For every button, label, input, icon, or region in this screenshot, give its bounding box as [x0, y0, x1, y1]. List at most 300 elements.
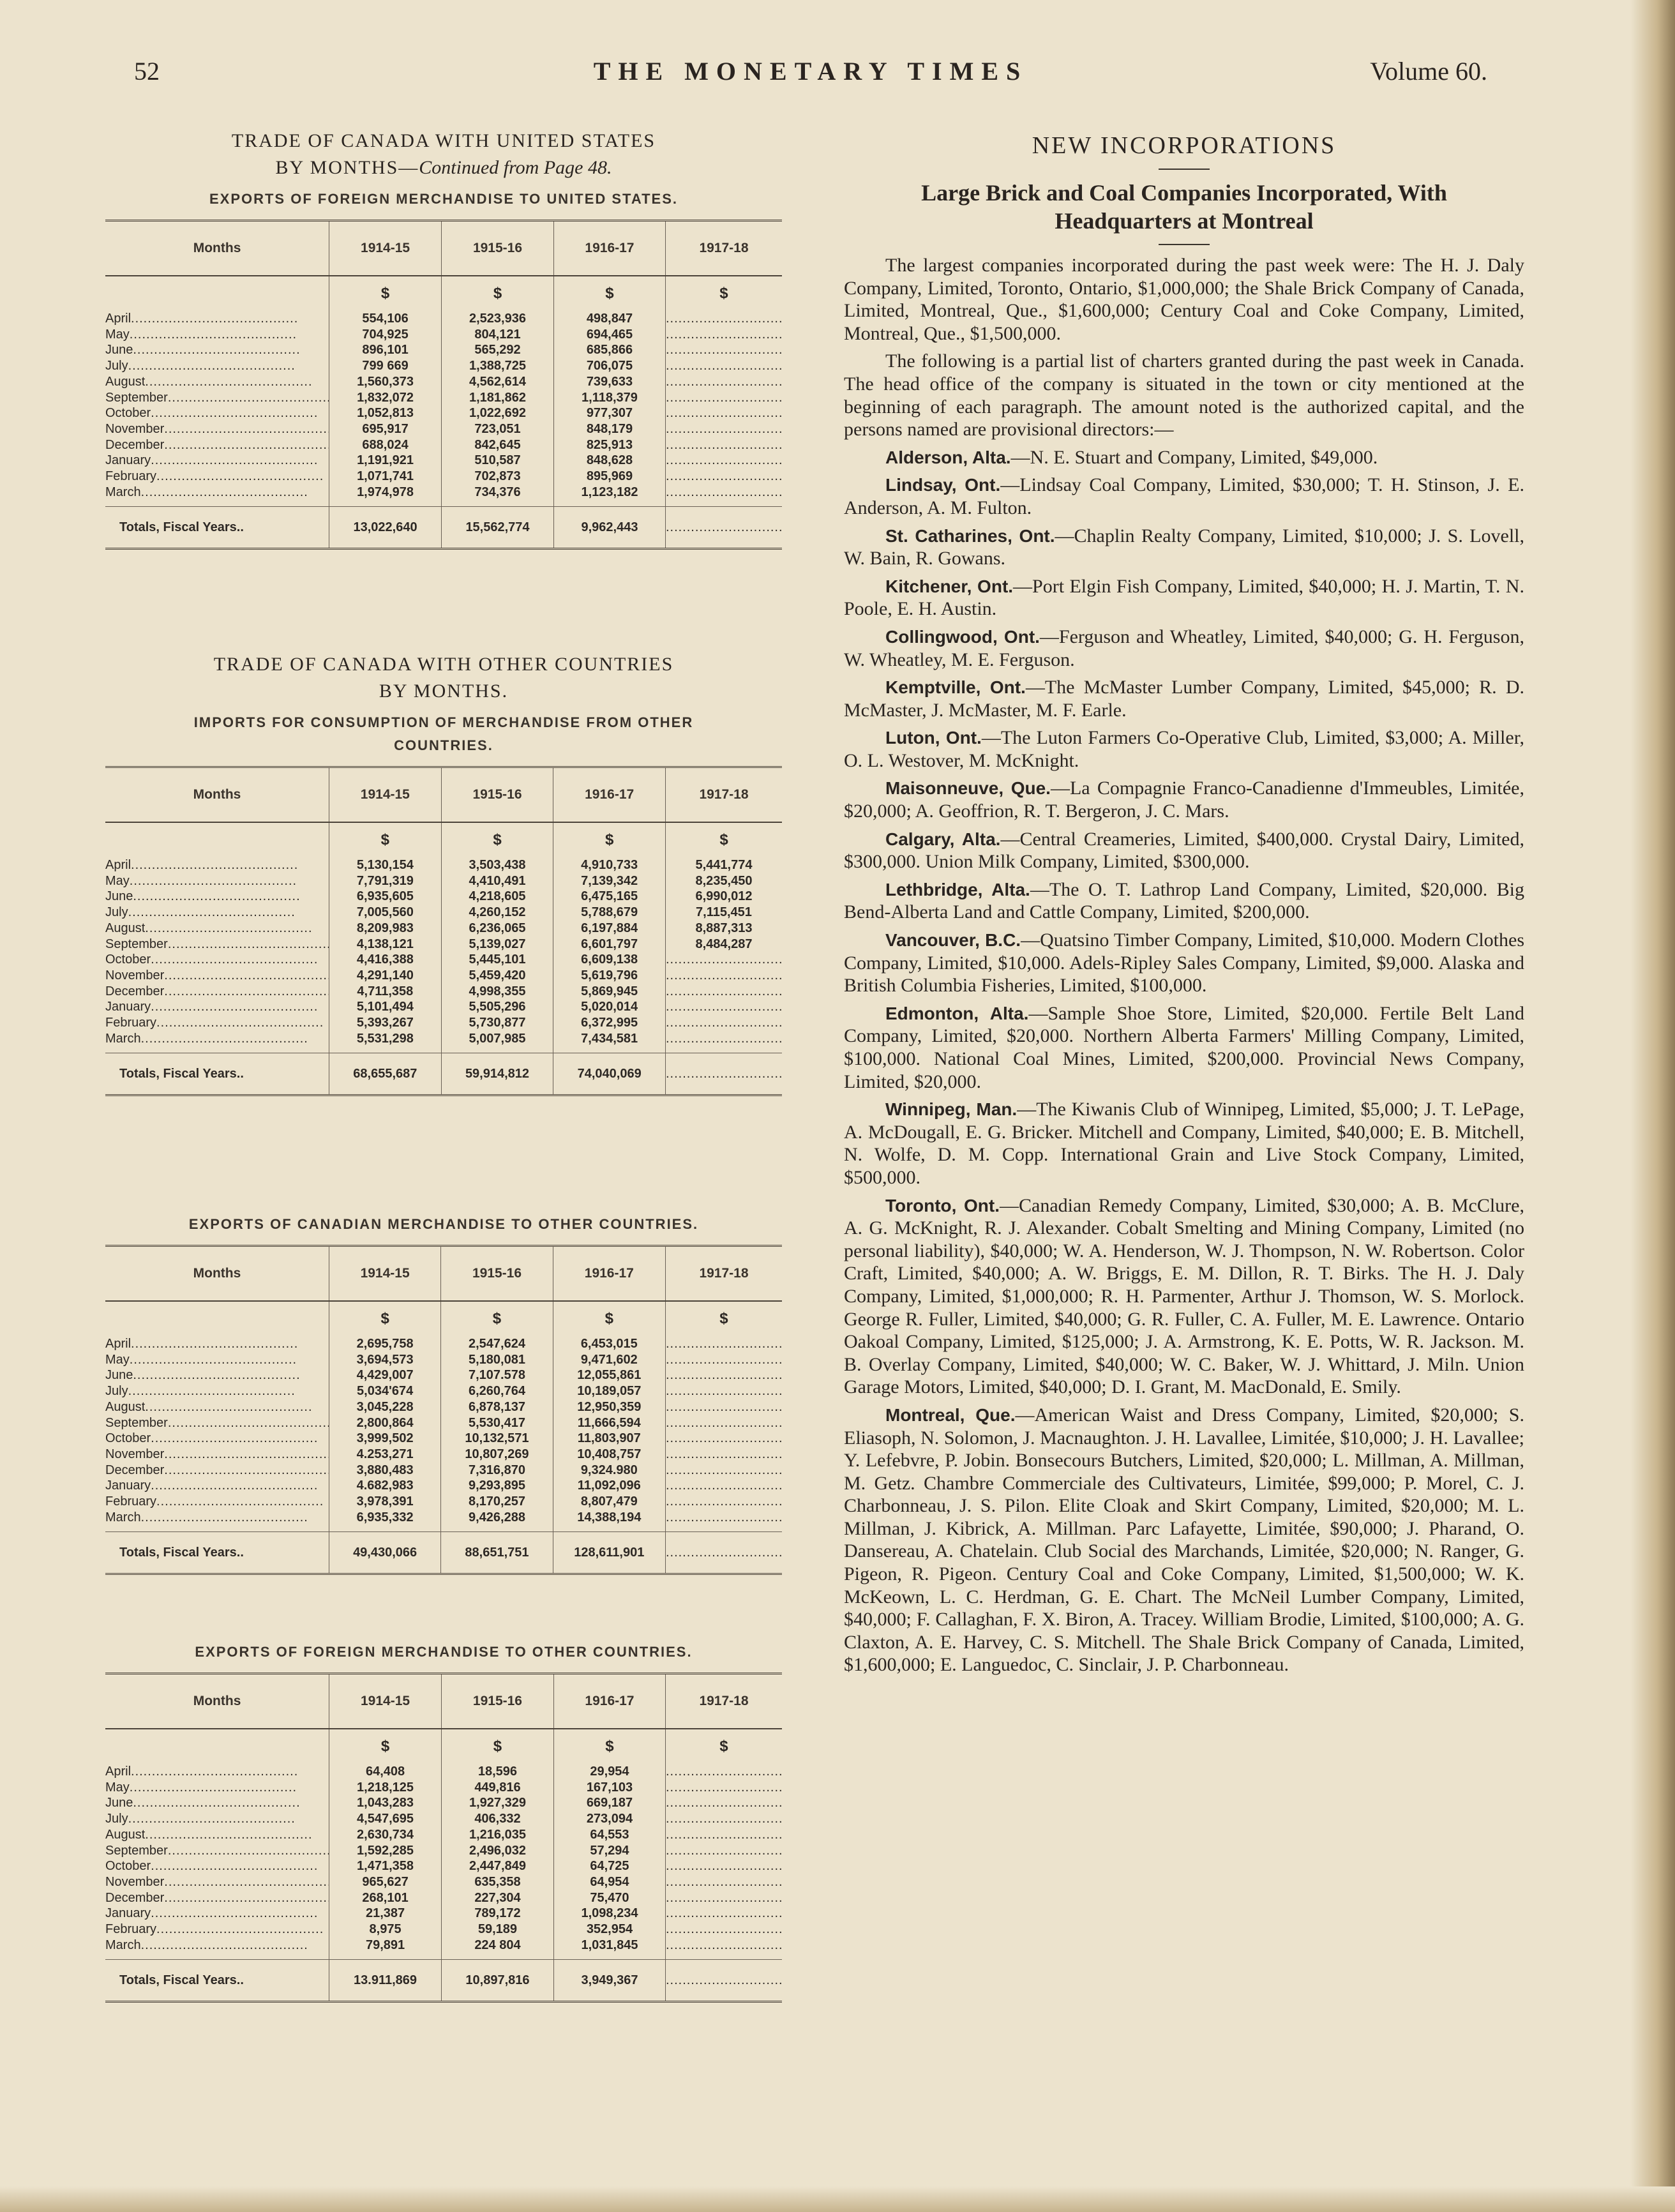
spacer-row — [105, 1525, 782, 1532]
table-caption: EXPORTS OF CANADIAN MERCHANDISE TO OTHER COUNTRIES. — [188, 1216, 699, 1232]
month-text: June — [105, 1796, 133, 1810]
value-cell: 7,316,870 — [441, 1463, 553, 1478]
spacer-cell — [442, 500, 554, 507]
spacer-cell — [441, 1046, 553, 1053]
entry-text: —The McMaster Lumber Company, Limited, $45,000; R. D. McMaster, J. McMaster, M. F. Earle. — [844, 677, 1524, 721]
month-text: September — [105, 1415, 168, 1430]
value-cell: 4,138,121 — [329, 937, 442, 952]
table-row — [105, 311, 782, 327]
value-cell: 11,092,096 — [553, 1478, 665, 1494]
table-exports-foreign-us — [105, 220, 782, 550]
intro-paragraph: The largest companies incorporated during the past week were: The H. J. Daly Company, Limited, Toronto, Ontario, $1,000,000; the Shale Brick Company of Canada, Limited, Montreal, Que., $1,600,000; Century Coal and Coke Company, Limited, Montreal, Que., $1,500,000. — [844, 255, 1524, 344]
entry-text: —Lindsay Coal Company, Limited, $30,000; T. H. Stinson, J. E. Anderson, A. M. Fulton. — [844, 474, 1525, 518]
column-header: 1916-17 — [553, 1246, 665, 1302]
value-cell: 1,832,072 — [329, 390, 442, 406]
entry-text: —The Kiwanis Club of Winnipeg, Limited, $5,000; J. T. LePage, A. McDougall, E. G. Bricker. Mitchell and Company, Limited, $40,000; E. B. Mitchell, N. Wolfe, D. M. Copp. International Grain and Live Stock Company, Limited, $500,000. — [844, 1099, 1524, 1188]
table-row — [105, 437, 782, 453]
currency-symbol: $ — [553, 276, 665, 311]
spacer-cell — [665, 500, 782, 507]
column-header: Months — [105, 767, 329, 823]
month-text: November — [105, 1447, 165, 1461]
value-cell: 1,123,182 — [553, 485, 665, 500]
month-text: March — [105, 1510, 141, 1524]
column-header: 1915-16 — [442, 221, 554, 276]
column-header: 1917-18 — [665, 767, 782, 823]
value-cell: 10,408,757 — [553, 1447, 665, 1463]
month-label — [105, 469, 329, 485]
value-cell — [665, 1795, 782, 1811]
table-row — [105, 469, 782, 485]
charter-entry — [844, 777, 1524, 822]
value-cell — [665, 1031, 782, 1047]
month-text: December — [105, 1890, 165, 1905]
currency-symbol: $ — [665, 276, 782, 311]
table-row — [105, 921, 782, 937]
value-cell: 1,191,921 — [329, 453, 442, 469]
month-text: January — [105, 1478, 151, 1493]
currency-symbol: $ — [441, 1729, 553, 1764]
value-cell: 7,005,560 — [329, 905, 442, 921]
volume-label: Volume 60. — [1370, 57, 1487, 86]
value-cell: 64,725 — [553, 1858, 665, 1874]
total-value — [665, 507, 782, 549]
value-cell: 3,503,438 — [441, 857, 553, 873]
month-label — [105, 1811, 329, 1827]
table-caption: IMPORTS FOR CONSUMPTION OF MERCHANDISE FROM OTHER COUNTRIES. — [193, 714, 694, 753]
totals-row — [105, 507, 782, 549]
value-cell: 6,475,165 — [553, 889, 666, 905]
table-row — [105, 873, 782, 889]
value-cell: 6,601,797 — [553, 937, 666, 952]
column-header: 1916-17 — [553, 767, 666, 823]
value-cell: 64,408 — [329, 1764, 442, 1780]
value-cell — [665, 1890, 782, 1906]
table-row — [105, 1415, 782, 1431]
value-cell — [665, 1399, 782, 1415]
value-cell: 510,587 — [442, 453, 554, 469]
month-label — [105, 1031, 329, 1047]
month-label — [105, 1890, 329, 1906]
value-cell: 6,453,015 — [553, 1336, 665, 1352]
currency-row — [105, 822, 782, 857]
value-cell: 789,172 — [441, 1906, 553, 1922]
value-cell: 2,800,864 — [329, 1415, 440, 1431]
value-cell: 5,730,877 — [441, 1015, 553, 1031]
value-cell: 10,807,269 — [441, 1447, 553, 1463]
value-cell — [665, 469, 782, 485]
value-cell: 5,531,298 — [329, 1031, 442, 1047]
value-cell — [665, 1383, 782, 1399]
value-cell: 4,998,355 — [441, 984, 553, 1000]
value-cell: 848,179 — [553, 421, 665, 437]
value-cell: 694,465 — [553, 327, 665, 343]
totals-label: Totals, Fiscal Years.. — [105, 1960, 329, 2002]
month-label — [105, 937, 329, 952]
page-edge-shadow — [1630, 0, 1675, 2212]
value-cell: 5,869,945 — [553, 984, 666, 1000]
month-label — [105, 1937, 329, 1953]
spacer-cell — [329, 1953, 442, 1960]
month-text: January — [105, 1000, 151, 1014]
entry-location: Kemptville, Ont. — [885, 677, 1026, 698]
charter-entry — [844, 726, 1524, 772]
value-cell: 965,627 — [329, 1874, 442, 1890]
value-cell — [665, 1874, 782, 1890]
value-cell: 3,999,502 — [329, 1431, 440, 1447]
month-label — [105, 1780, 329, 1796]
value-cell: 5,530,417 — [441, 1415, 553, 1431]
totals-label: Totals, Fiscal Years.. — [105, 1532, 329, 1574]
month-text: February — [105, 1922, 157, 1937]
column-header: 1914-15 — [329, 1246, 440, 1302]
charter-entry — [844, 575, 1524, 621]
spacer-cell — [105, 1953, 329, 1960]
value-cell: 227,304 — [441, 1890, 553, 1906]
article-title: NEW INCORPORATIONS — [1032, 132, 1337, 159]
value-cell: 4.682,983 — [329, 1478, 440, 1494]
value-cell: 8,807,479 — [553, 1494, 665, 1510]
month-label — [105, 1795, 329, 1811]
month-label — [105, 1874, 329, 1890]
currency-symbol: $ — [329, 1729, 442, 1764]
value-cell: 2,523,936 — [442, 311, 554, 327]
spacer-row — [105, 1046, 782, 1053]
currency-row — [105, 1729, 782, 1764]
total-value: 13.911,869 — [329, 1960, 442, 2002]
value-cell: 268,101 — [329, 1890, 442, 1906]
month-label — [105, 1399, 329, 1415]
month-text: August — [105, 374, 146, 389]
value-cell — [665, 421, 782, 437]
month-label — [105, 485, 329, 500]
entry-text: —The Luton Farmers Co-Operative Club, Limited, $3,000; A. Miller, O. L. Westover, M. McKnight. — [844, 727, 1524, 771]
value-cell: 5,180,081 — [441, 1352, 553, 1368]
month-label — [105, 1015, 329, 1031]
value-cell: 848,628 — [553, 453, 665, 469]
value-cell — [665, 1827, 782, 1843]
total-value: 128,611,901 — [553, 1532, 665, 1574]
value-cell: 1,974,978 — [329, 485, 442, 500]
currency-symbol — [105, 1729, 329, 1764]
value-cell: 10,132,571 — [441, 1431, 553, 1447]
value-cell: 9,324.980 — [553, 1463, 665, 1478]
month-label — [105, 421, 329, 437]
value-cell: 5,441,774 — [665, 857, 782, 873]
value-cell — [665, 1906, 782, 1922]
table-row — [105, 1795, 782, 1811]
value-cell: 21,387 — [329, 1906, 442, 1922]
charter-entry — [844, 828, 1524, 873]
value-cell: 4.253,271 — [329, 1447, 440, 1463]
column-header: 1915-16 — [441, 767, 553, 823]
value-cell: 4,562,614 — [442, 374, 554, 390]
spacer-cell — [665, 1525, 782, 1532]
month-text: July — [105, 905, 128, 920]
page-header — [134, 56, 1487, 94]
value-cell: 895,969 — [553, 469, 665, 485]
value-cell: 5,101,494 — [329, 999, 442, 1015]
value-cell: 2,496,032 — [441, 1843, 553, 1859]
currency-symbol: $ — [442, 276, 554, 311]
value-cell: 8,235,450 — [665, 873, 782, 889]
charter-entry — [844, 929, 1524, 997]
value-cell — [665, 405, 782, 421]
value-cell — [665, 342, 782, 358]
value-cell: 6,609,138 — [553, 952, 666, 968]
value-cell: 7,107.578 — [441, 1367, 553, 1383]
value-cell: 10,189,057 — [553, 1383, 665, 1399]
currency-symbol: $ — [441, 1301, 553, 1336]
value-cell: 7,434,581 — [553, 1031, 666, 1047]
total-value: 59,914,812 — [441, 1053, 553, 1095]
charter-entry — [844, 1002, 1524, 1093]
section-title: TRADE OF CANADA WITH UNITED STATES BY MONTHS—Continued from Page 48. — [231, 130, 656, 178]
value-cell: 4,410,491 — [441, 873, 553, 889]
month-label — [105, 968, 329, 984]
value-cell: 2,695,758 — [329, 1336, 440, 1352]
month-text: September — [105, 390, 168, 405]
table-row — [105, 952, 782, 968]
table-row — [105, 1383, 782, 1399]
month-label — [105, 857, 329, 873]
value-cell: 1,022,692 — [442, 405, 554, 421]
month-text: December — [105, 984, 165, 998]
value-cell: 14,388,194 — [553, 1510, 665, 1526]
month-text: January — [105, 1906, 151, 1921]
table-row — [105, 937, 782, 952]
entry-location: Kitchener, Ont. — [885, 576, 1014, 596]
month-text: June — [105, 889, 133, 904]
charter-entry — [844, 626, 1524, 671]
section-exports-foreign-other — [105, 1634, 782, 2003]
month-label — [105, 1431, 329, 1447]
currency-symbol — [105, 1301, 329, 1336]
charter-entry — [844, 1194, 1524, 1399]
value-cell: 825,913 — [553, 437, 665, 453]
month-label — [105, 1510, 329, 1526]
month-label — [105, 1415, 329, 1431]
value-cell: 29,954 — [553, 1764, 665, 1780]
table-imports-other — [105, 766, 782, 1096]
total-value — [665, 1532, 782, 1574]
column-header: 1914-15 — [329, 1674, 442, 1729]
value-cell — [665, 1015, 782, 1031]
table-row — [105, 374, 782, 390]
table-row — [105, 1352, 782, 1368]
month-text: May — [105, 1352, 130, 1367]
spacer-cell — [553, 1525, 665, 1532]
value-cell: 1,216,035 — [441, 1827, 553, 1843]
value-cell: 273,094 — [553, 1811, 665, 1827]
entry-text: —Central Creameries, Limited, $400,000. Crystal Dairy, Limited, $300,000. Union Milk Company, Limited, $300,000. — [844, 828, 1524, 873]
table-caption: EXPORTS OF FOREIGN MERCHANDISE TO OTHER COUNTRIES. — [195, 1644, 693, 1660]
spacer-cell — [441, 1953, 553, 1960]
month-text: May — [105, 1780, 130, 1794]
total-value: 13,022,640 — [329, 507, 442, 549]
table-row — [105, 1874, 782, 1890]
currency-symbol: $ — [665, 1301, 782, 1336]
currency-symbol: $ — [553, 1301, 665, 1336]
table-row — [105, 1827, 782, 1843]
value-cell: 1,052,813 — [329, 405, 442, 421]
value-cell: 64,954 — [553, 1874, 665, 1890]
value-cell: 8,170,257 — [441, 1494, 553, 1510]
month-text: October — [105, 952, 151, 967]
table-row — [105, 1463, 782, 1478]
month-text: March — [105, 1031, 141, 1046]
value-cell: 4,291,140 — [329, 968, 442, 984]
total-value: 88,651,751 — [441, 1532, 553, 1574]
value-cell: 6,990,012 — [665, 889, 782, 905]
month-label — [105, 1367, 329, 1383]
currency-symbol: $ — [665, 1729, 782, 1764]
table-row — [105, 1906, 782, 1922]
totals-row — [105, 1960, 782, 2002]
month-label — [105, 1858, 329, 1874]
table-row — [105, 327, 782, 343]
value-cell: 7,791,319 — [329, 873, 442, 889]
value-cell: 4,547,695 — [329, 1811, 442, 1827]
currency-symbol — [105, 276, 329, 311]
table-row — [105, 1399, 782, 1415]
value-cell — [665, 1811, 782, 1827]
value-cell: 1,118,379 — [553, 390, 665, 406]
value-cell: 734,376 — [442, 485, 554, 500]
value-cell — [665, 1922, 782, 1937]
month-text: May — [105, 873, 130, 888]
value-cell: 799 669 — [329, 358, 442, 374]
column-header: 1916-17 — [553, 1674, 665, 1729]
value-cell — [665, 327, 782, 343]
totals-row — [105, 1532, 782, 1574]
entry-location: Lethbridge, Alta. — [885, 879, 1030, 899]
value-cell: 9,471,602 — [553, 1352, 665, 1368]
table-row — [105, 999, 782, 1015]
value-cell: 59,189 — [441, 1922, 553, 1937]
month-text: February — [105, 1016, 157, 1030]
month-label — [105, 1463, 329, 1478]
total-value: 74,040,069 — [553, 1053, 666, 1095]
month-text: September — [105, 937, 168, 951]
value-cell: 352,954 — [553, 1922, 665, 1937]
month-label — [105, 1336, 329, 1352]
table-caption: EXPORTS OF FOREIGN MERCHANDISE TO UNITED STATES. — [209, 191, 679, 207]
value-cell — [665, 453, 782, 469]
month-label — [105, 1922, 329, 1937]
table-row — [105, 1764, 782, 1780]
table-row — [105, 405, 782, 421]
value-cell: 4,218,605 — [441, 889, 553, 905]
entry-text: —The O. T. Lathrop Land Company, Limited, $20,000. Big Bend-Alberta Land and Cattle Company, Limited, $200,000. — [844, 878, 1525, 923]
column-header: 1917-18 — [665, 1246, 782, 1302]
spacer-row — [105, 500, 782, 507]
total-value: 10,897,816 — [441, 1960, 553, 2002]
header-row — [105, 1246, 782, 1302]
charter-entries — [844, 446, 1524, 1676]
month-text: December — [105, 437, 165, 452]
value-cell: 5,619,796 — [553, 968, 666, 984]
value-cell: 554,106 — [329, 311, 442, 327]
month-text: November — [105, 421, 165, 436]
value-cell: 11,803,907 — [553, 1431, 665, 1447]
month-label — [105, 1906, 329, 1922]
spacer-cell — [329, 500, 442, 507]
charter-entry — [844, 474, 1524, 519]
month-text: March — [105, 1937, 141, 1952]
value-cell: 5,788,679 — [553, 905, 666, 921]
month-text: October — [105, 1859, 151, 1874]
charter-entry — [844, 878, 1524, 924]
section-title: TRADE OF CANADA WITH OTHER COUNTRIES BY MONTHS. — [213, 654, 674, 702]
value-cell: 8,484,287 — [665, 937, 782, 952]
spacer-cell — [105, 1525, 329, 1532]
entry-location: Calgary, Alta. — [885, 829, 1001, 849]
entry-text: —Quatsino Timber Company, Limited, $10,000. Modern Clothes Company, Limited, $10,000. Adels-Ripley Sales Company, Limited, $9,000. Alaska and British Columbia Fisheries, Limited, $100,000. — [844, 929, 1525, 997]
month-label — [105, 1494, 329, 1510]
value-cell: 5,139,027 — [441, 937, 553, 952]
month-text: July — [105, 1384, 128, 1399]
totals-label: Totals, Fiscal Years.. — [105, 1053, 329, 1095]
value-cell: 723,051 — [442, 421, 554, 437]
value-cell: 5,393,267 — [329, 1015, 442, 1031]
total-value: 9,962,443 — [553, 507, 665, 549]
total-value: 68,655,687 — [329, 1053, 442, 1095]
table-row — [105, 1937, 782, 1953]
value-cell: 5,130,154 — [329, 857, 442, 873]
table-row — [105, 1780, 782, 1796]
month-text: February — [105, 1494, 157, 1509]
table-row — [105, 905, 782, 921]
entry-text: —Sample Shoe Store, Limited, $20,000. Fertile Belt Land Company, Limited, $20,000. Northern Alberta Farmers' Milling Company, Limited, $100,000. National Coal Mines, Limited, $200,000. Provincial News Company, Limited, $20,000. — [844, 1002, 1525, 1092]
value-cell — [665, 968, 782, 984]
month-label — [105, 1843, 329, 1859]
column-header: 1915-16 — [441, 1674, 553, 1729]
table-row — [105, 857, 782, 873]
value-cell — [665, 374, 782, 390]
page-bottom-shadow — [0, 2186, 1675, 2212]
value-cell: 1,560,373 — [329, 374, 442, 390]
currency-symbol — [105, 822, 329, 857]
entry-location: Edmonton, Alta. — [885, 1003, 1029, 1023]
value-cell: 167,103 — [553, 1780, 665, 1796]
value-cell: 702,873 — [442, 469, 554, 485]
entry-text: —N. E. Stuart and Company, Limited, $49,000. — [1010, 446, 1378, 468]
value-cell: 3,694,573 — [329, 1352, 440, 1368]
table-row — [105, 1811, 782, 1827]
value-cell: 79,891 — [329, 1937, 442, 1953]
totals-label: Totals, Fiscal Years.. — [105, 507, 329, 549]
value-cell — [665, 1510, 782, 1526]
value-cell: 842,645 — [442, 437, 554, 453]
currency-symbol: $ — [329, 1301, 440, 1336]
month-label — [105, 873, 329, 889]
value-cell — [665, 984, 782, 1000]
month-label — [105, 405, 329, 421]
month-text: September — [105, 1843, 168, 1858]
value-cell: 7,139,342 — [553, 873, 666, 889]
value-cell: 64,553 — [553, 1827, 665, 1843]
value-cell: 4,711,358 — [329, 984, 442, 1000]
header-row — [105, 767, 782, 823]
value-cell: 6,878,137 — [441, 1399, 553, 1415]
entry-location: Maisonneuve, Que. — [885, 778, 1051, 799]
section-us-trade — [105, 128, 782, 550]
entry-text: —Canadian Remedy Company, Limited, $30,000; A. B. McClure, A. G. McKnight, R. J. Alexander. Cobalt Smelting and Mining Company, Limited (no personal liability), $40,000; W. A. Henderson, W. J. Thompson, N. W. Robertson. Color Craft, Limited, $40,000; A. W. Briggs, E. M. Dillon, R. T. Birks. The H. J. Daly Company, Limited, $1,000,000; R. H. Parmenter, Arthur J. Thomson, W. S. Morlock. George R. Fuller, Limited, $40,000; G. R. Fuller, C. A. Fuller, M. E. Lawrence. Ontario Oakoal Company, Limited, $125,000; J. A. Armstrong, K. E. Potts, W. R. Jackson. M. B. Overlay Company, Limited, $40,000; W. C. Baker, W. J. Whittard, J. Miln. Union Garage Motors, Limited, $40,000; D. I. Grant, M. MacDonald, E. Smily. — [844, 1194, 1524, 1398]
value-cell: 1,181,862 — [442, 390, 554, 406]
title-rule — [1159, 169, 1210, 170]
month-text: April — [105, 858, 131, 872]
month-text: December — [105, 1463, 165, 1477]
